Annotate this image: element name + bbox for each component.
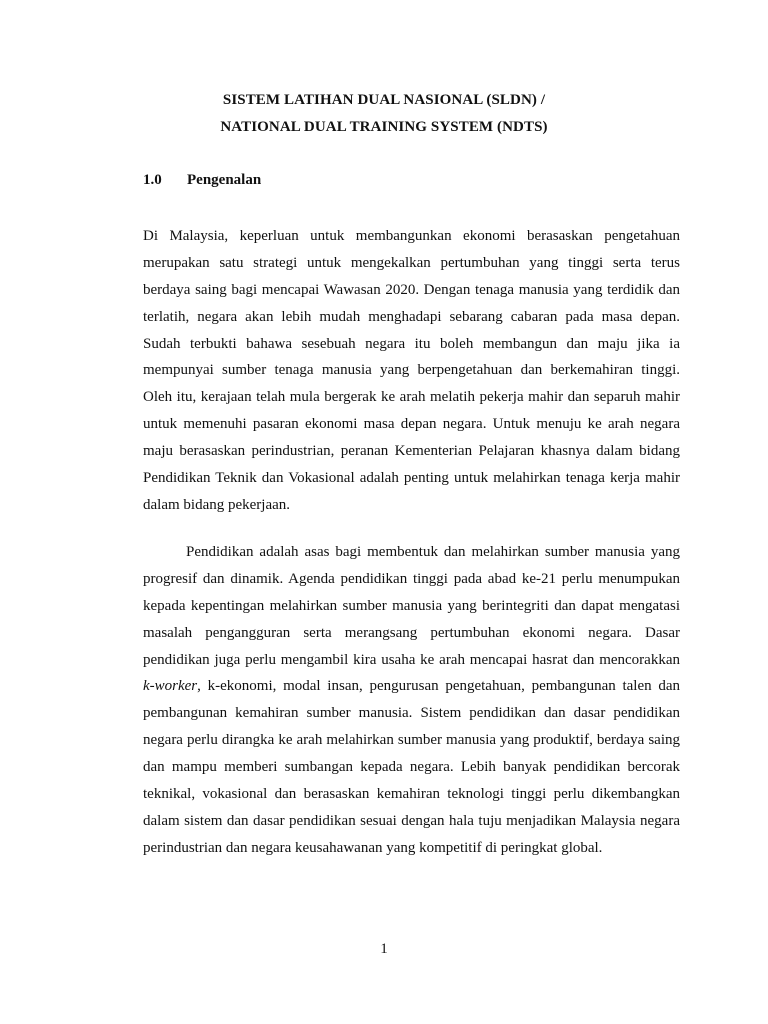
paragraph-line: untuk memenuhi pasaran ekonomi masa depan negara. Untuk menuju ke arah negara — [143, 416, 680, 433]
paragraph-line: berdaya saing bagi mencapai Wawasan 2020. Dengan tenaga manusia yang terdidik dan — [143, 281, 680, 298]
document-title-line-1: SISTEM LATIHAN DUAL NASIONAL (SLDN) / — [222, 92, 546, 108]
paragraph-line: mempunyai sumber tenaga manusia yang berpengetahuan dan berkemahiran tinggi. — [143, 362, 680, 379]
paragraph-line: pendidikan juga perlu mengambil kira usaha ke arah mencapai hasrat dan mencorakkan — [143, 651, 680, 668]
paragraph-line: dalam bidang pekerjaan. — [143, 496, 291, 513]
paragraph-line: masalah pengangguran serta merangsang pertumbuhan ekonomi negara. Dasar — [143, 624, 680, 641]
paragraph-line: Pendidikan Teknik dan Vokasional adalah penting untuk melahirkan tenaga kerja mahir — [143, 470, 680, 487]
paragraph-line: maju berasaskan perindustrian, peranan Kementerian Pelajaran khasnya dalam bidang — [143, 443, 680, 460]
page-number: 1 — [380, 941, 388, 957]
section-heading — [143, 172, 261, 189]
paragraph-line-mixed — [143, 673, 680, 700]
paragraph-line: Pendidikan adalah asas bagi membentuk dan melahirkan sumber manusia yang — [186, 544, 680, 560]
paragraph-2 — [143, 539, 680, 862]
document-title-line-2: NATIONAL DUAL TRAINING SYSTEM (NDTS) — [220, 119, 548, 135]
paragraph-line: terlatih, negara akan lebih mudah menghadapi sebarang cabaran pada masa depan. — [143, 308, 680, 325]
paragraph-line: kepada kepentingan melahirkan sumber manusia yang berintegriti dan dapat mengatasi — [143, 597, 680, 614]
paragraph-line: Oleh itu, kerajaan telah mula bergerak ke arah melatih pekerja mahir dan separuh mahir — [143, 389, 680, 406]
paragraph-line: progresif dan dinamik. Agenda pendidikan tinggi pada abad ke-21 perlu menumpukan — [143, 570, 680, 587]
paragraph-line: negara perlu dirangka ke arah melahirkan sumber manusia yang produktif, berdaya saing — [143, 732, 680, 749]
italic-term: k-worker — [143, 678, 198, 695]
section-title: Pengenalan — [187, 172, 262, 188]
paragraph-line-text: , k-ekonomi, modal insan, pengurusan pengetahuan, pembangunan talen dan — [197, 678, 680, 695]
section-number: 1.0 — [143, 172, 162, 188]
paragraph-line: perindustrian dan negara keusahawanan yang kompetitif di peringkat global. — [143, 839, 603, 856]
paragraph-line: Di Malaysia, keperluan untuk membangunkan ekonomi berasaskan pengetahuan — [143, 228, 680, 244]
paragraph-line: dalam sistem dan dasar pendidikan sesuai dengan hala tuju menjadikan Malaysia negara — [143, 812, 680, 829]
paragraph-1 — [143, 223, 680, 519]
paragraph-line: Sudah terbukti bahawa sesebuah negara itu boleh membangun dan maju jika ia — [143, 335, 680, 352]
paragraph-line: merupakan satu strategi untuk mengekalkan pertumbuhan yang tinggi serta terus — [143, 254, 680, 271]
paragraph-line: teknikal, vokasional dan berasaskan kemahiran teknologi tinggi perlu dikembangkan — [143, 786, 680, 803]
paragraph-line: pembangunan kemahiran sumber manusia. Sistem pendidikan dan dasar pendidikan — [143, 705, 680, 722]
paragraph-line: dan mampu memberi sumbangan kepada negara. Lebih banyak pendidikan bercorak — [143, 759, 680, 776]
